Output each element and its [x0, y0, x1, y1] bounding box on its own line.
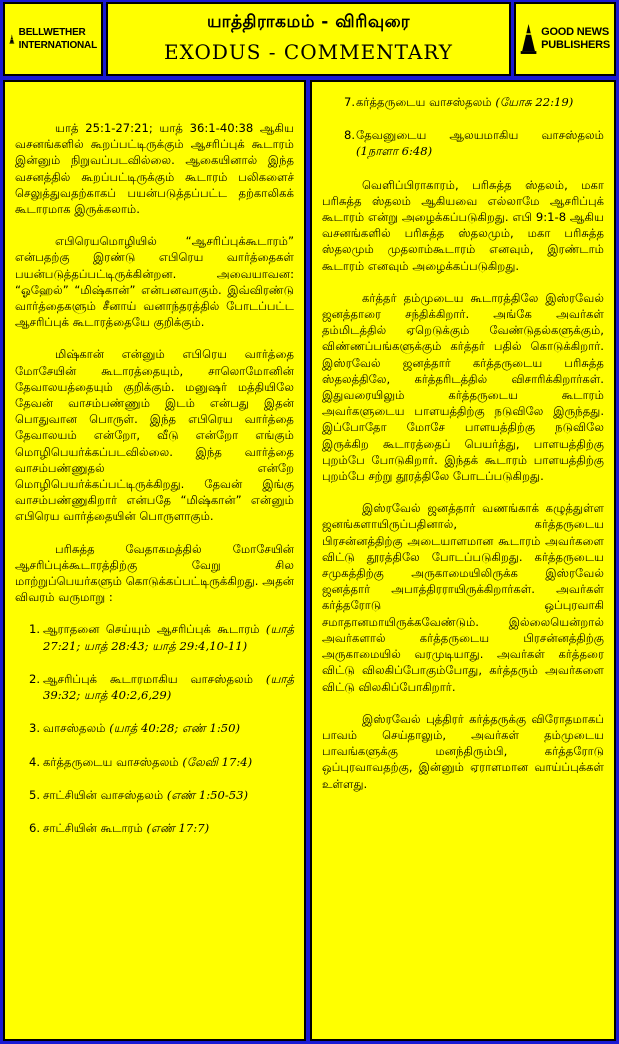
good-news-emblem-icon — [520, 16, 537, 62]
bellwether-logo-text: BELLWETHER INTERNATIONAL — [18, 27, 97, 51]
left-paragraph-1: யாத் 25:1-27:21; யாத் 36:1-40:38 ஆகிய வசனங்களில் கூறப்பட்டிருக்கும் ஆசரிப்புக் கூடாரம் இன்னும் நிறுவப்படவில்லை. ஆகையினால் இந்த வசனத்தில் கூறப்பட்டிருக்கும் கூடாரம் பலிகளைச் செலுத்துவதற்காகப் பயன்படுத்தப்பட்ட தற்காலிகக் கூடாரமாக இருக்கலாம். — [15, 121, 294, 217]
left-paragraph-4: பரிசுத்த வேதாகமத்தில் மோசேயின் ஆசரிப்புக்கூடாரத்திற்கு வேறு சில மாற்றுப்பெயர்களும் கொடுக்கப்பட்டிருக்கிறது. அதன் விவரம் வருமாறு : — [15, 541, 294, 605]
right-paragraph-3: இஸ்ரவேல் ஜனத்தார் வணங்காக் கழுத்துள்ள ஜனங்களாயிருப்பதினால், கர்த்தருடைய பிரசன்னத்திற்கு அடையாளமான கூடாரம் அவர்களை விட்டு தூரத்திலே போடப்படுகிறது. கர்த்தருடைய சமுகத்திற்கு அருகாமையிலிருக்க இஸ்ரவேல் ஜனத்தார் அபாத்திரராயிருக்கிறார்கள். அவர்கள் கர்த்தரோடு ஒப்புரவாகி சமாதானமாயிருக்கவேண்டும். இல்லையென்றால் அவர்களால் கர்த்தருடைய பிரசன்னத்திற்கு அருகாமையில் வரமுடியாது. அவர்கள் கர்த்தரை விட்டு விலகிப்போகும்போது, கர்த்தரும் அவர்களை விட்டு விலகிப்போகிறார். — [322, 501, 604, 694]
tabernacle-names-list — [15, 621, 294, 836]
list-item: 1. ஆராதனை செய்யும் ஆசரிப்புக் கூடாரம் (யாத் 27:21; யாத் 28:43; யாத் 29:4,10-11) — [29, 622, 294, 653]
list-item: 3. வாசஸ்தலம் (யாத் 40:28; எண் 1:50) — [29, 721, 241, 736]
bellwether-emblem-icon — [9, 16, 15, 62]
left-paragraph-2: எபிரெயமொழியில் “ஆசரிப்புக்கூடாரம்” என்பதற்கு இரண்டு எபிரெய வார்த்தைகள் பயன்படுத்தப்பட்டிருக்கின்றன. அவையாவன: “ஓஹேல்” “மிஷ்கான்” என்பனவாகும். இவ்விரண்டு வார்த்தைகளும் சீனாய் வனாந்தரத்தில் போடப்பட்ட ஆசரிப்புக் கூடாரத்தையே குறிக்கும். — [15, 234, 294, 330]
list-item: 6. சாட்சியின் கூடாரம் (எண் 17:7) — [29, 820, 210, 835]
good-news-logo-text: GOOD NEWS PUBLISHERS — [541, 26, 610, 51]
title-box — [106, 2, 511, 76]
left-paragraph-3: மிஷ்கான் என்னும் எபிரெய வார்த்தை மோசேயின் கூடாரத்தையும், சாலொமோனின் தேவாலயத்தையும் குறிக்கும். மனுஷர் மத்தியிலே தேவன் வாசம்பண்ணும் இடம் என்பது இதன் பொதுவான பொருள். இந்த எபிரெய வார்த்தை தேவாலயம் என்றோ, வீடு என்றோ எங்கும் மொழிபெயர்க்கப்படவில்லை. இந்த வார்த்தை வாசம்பண்ணுதல் என்றே மொழிபெயர்க்கப்பட்டிருக்கிறது. தேவன் இங்கு வாசம்பண்ணுகிறார் என்பதே “மிஷ்கான்” என்னும் எபிரெய வார்த்தையின் பொருளாகும். — [15, 347, 294, 524]
list-item: 8. தேவனுடைய ஆலயமாகிய வாசஸ்தலம் (1நாளா 6:48) — [344, 128, 604, 159]
left-column — [3, 80, 306, 1041]
page-header — [0, 0, 619, 80]
right-paragraph-1: வெளிப்பிராகாரம், பரிசுத்த ஸ்தலம், மகா பரிசுத்த ஸ்தலம் ஆகியவை எல்லாமே ஆசரிப்புக் கூடாரம் என்று அழைக்கப்படுகிறது. எபி 9:1-8 ஆகிய வசனங்களில் பரிசுத்த ஸ்தலமும், மகா பரிசுத்த ஸ்தலமும் முதலாம்கூடாரம் எனவும், இரண்டாம் கூடாரம் எனவும் அழைக்கப்படுகிறது. — [322, 177, 604, 273]
tabernacle-names-list-continued — [322, 94, 604, 160]
list-item: 4. கர்த்தருடைய வாசஸ்தலம் (லேவி 17:4) — [29, 754, 253, 769]
list-item: 7. கர்த்தருடைய வாசஸ்தலம் (யோசு 22:19) — [344, 95, 574, 109]
right-paragraph-2: கர்த்தர் தம்முடைய கூடாரத்திலே இஸ்ரவேல் ஜனத்தாரை சந்திக்கிறார். அங்கே அவர்கள் தம்மிடத்தில் ஏறெடுக்கும் வேண்டுதல்களுக்கும், விண்ணப்பங்களுக்கும் கர்த்தர் பதில் கொடுக்கிறார். இஸ்ரவேல் ஜனத்தார் கர்த்தருடைய பரிசுத்த ஸ்தலத்திலே, கர்த்தரிடத்தில் விசாரிக்கிறார்கள். இதுவரையிலும் கர்த்தருடைய கூடாரம் அவர்களுடைய பாளயத்திற்கு நடுவிலே இருந்தது. இப்போதோ மோசே பாளயத்திற்கு நடுவிலே இருக்கிற கூடாரத்தைப் பெயர்த்து, பாளயத்திற்கு புறம்பே போடுகிறார். இந்தக் கூடாரம் பாளயத்திற்கு புறம்பே சற்று தூரத்திலே போடப்படுகிறது. — [322, 290, 604, 484]
page-title-english: EXODUS - COMMENTARY — [163, 40, 454, 64]
bellwether-logo — [3, 2, 103, 76]
page-title-tamil: யாத்திராகமம் - விரிவுரை — [207, 12, 410, 32]
list-item: 2. ஆசரிப்புக் கூடாரமாகிய வாசஸ்தலம் (யாத் 39:32; யாத் 40:2,6,29) — [29, 671, 294, 703]
right-column — [310, 80, 616, 1041]
right-paragraph-4: இஸ்ரவேல் புத்திரர் கர்த்தருக்கு விரோதமாகப் பாவம் செய்தாலும், அவர்கள் தம்முடைய பாவங்களுக்கு மனந்திரும்பி, கர்த்தரோடு ஒப்புரவாவதற்கு, இன்னும் ஏராளமான வாய்ப்புக்கள் உள்ளது. — [322, 711, 604, 791]
list-item: 5. சாட்சியின் வாசஸ்தலம் (எண் 1:50-53) — [29, 787, 249, 802]
good-news-logo — [514, 2, 616, 76]
